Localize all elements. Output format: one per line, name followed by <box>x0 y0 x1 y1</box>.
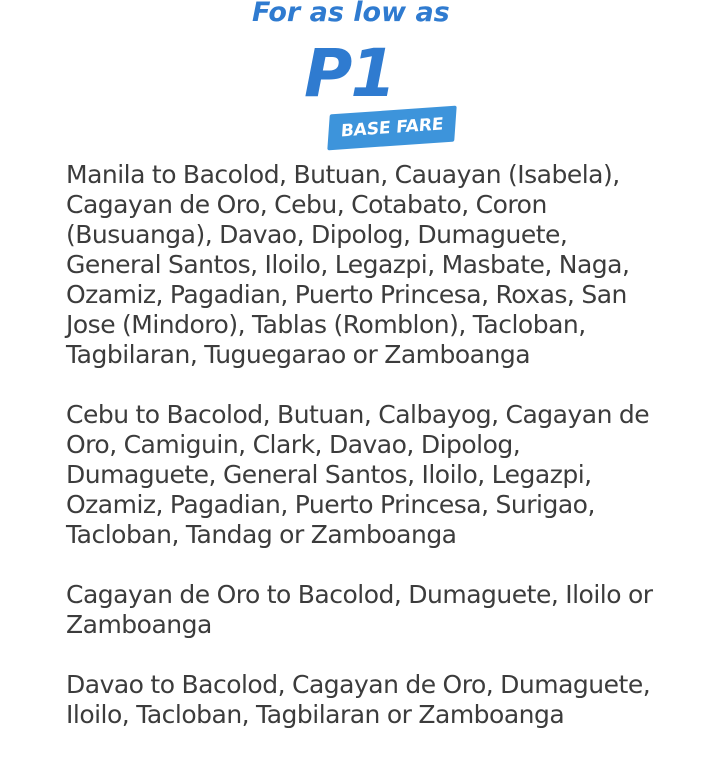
base-fare-badge-label: BASE FARE <box>340 114 444 142</box>
base-fare-badge <box>327 106 456 151</box>
promo-price: P1 <box>304 35 395 112</box>
promo-header <box>0 0 726 160</box>
route-paragraph-manila: Manila to Bacolod, Butuan, Cauayan (Isabela), Cagayan de Oro, Cebu, Cotabato, Coron (Busuanga), Davao, Dipolog, Dumaguete, General Santos, Iloilo, Legazpi, Masbate, Naga, Ozamiz, Pagadian, Puerto Princesa, Roxas, San Jose (Mindoro), Tablas (Romblon), Tacloban, Tagbilaran, Tuguegarao or Zamboanga <box>66 160 630 369</box>
route-paragraph-cebu: Cebu to Bacolod, Butuan, Calbayog, Cagayan de Oro, Camiguin, Clark, Davao, Dipolog, Dumaguete, General Santos, Iloilo, Legazpi, Ozamiz, Pagadian, Puerto Princesa, Surigao, Tacloban, Tandag or Zamboanga <box>66 400 650 549</box>
route-list <box>66 160 666 760</box>
promo-tagline: For as low as <box>252 0 450 28</box>
route-paragraph-davao: Davao to Bacolod, Cagayan de Oro, Dumaguete, Iloilo, Tacloban, Tagbilaran or Zamboanga <box>66 670 651 729</box>
route-paragraph-cagayan-de-oro: Cagayan de Oro to Bacolod, Dumaguete, Iloilo or Zamboanga <box>66 580 653 639</box>
